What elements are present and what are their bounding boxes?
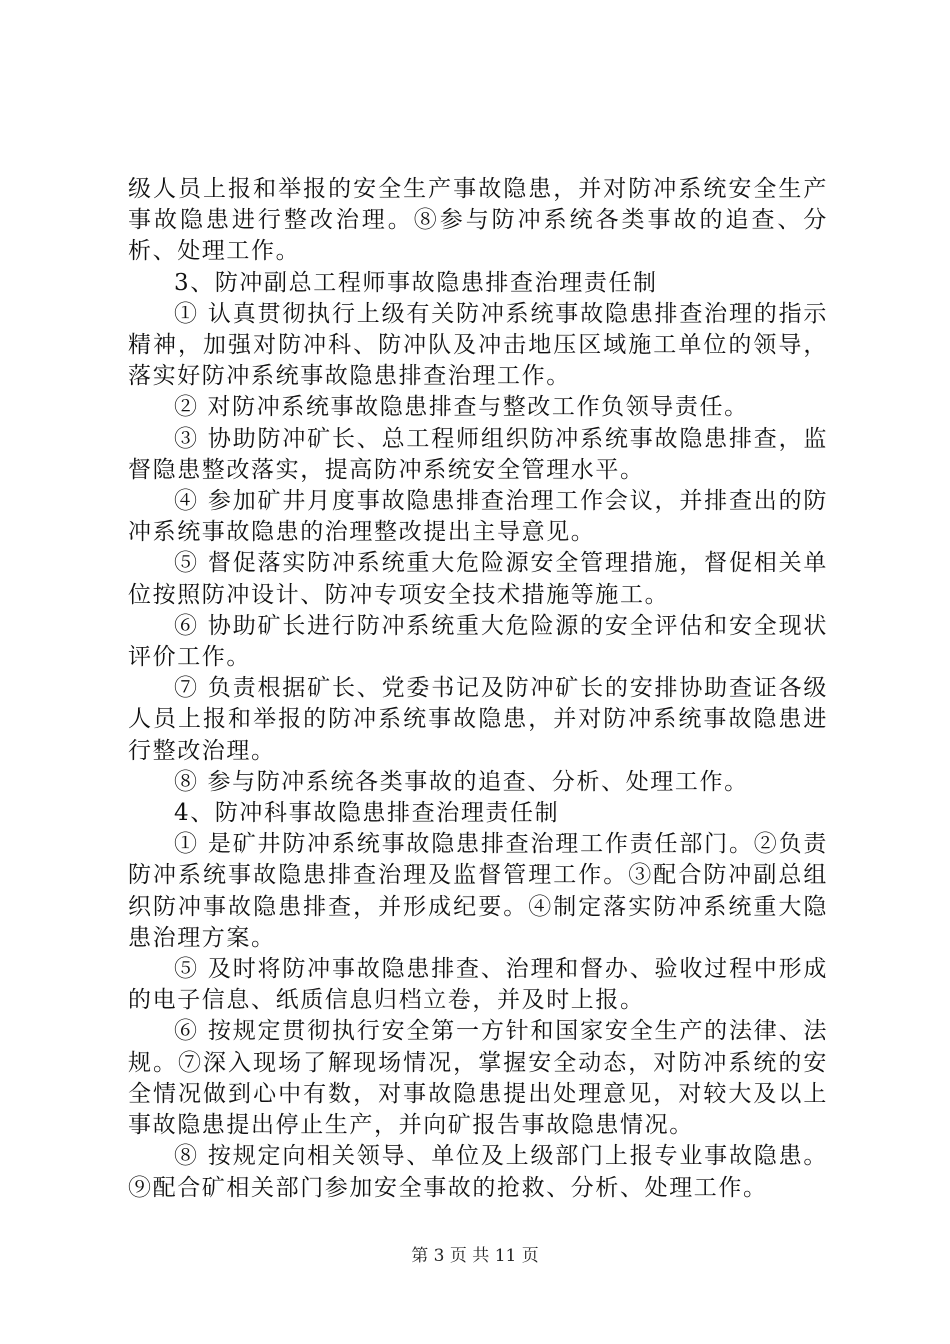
paragraph: 3、防冲副总工程师事故隐患排查治理责任制 — [174, 269, 658, 296]
paragraph: ⑤ 督促落实防冲系统重大危险源安全管理措施，督促相关单位按照防冲设计、防冲专项安全技术措施等施工。 — [128, 550, 828, 608]
page-footer: 第 3 页 共 11 页 — [411, 1246, 539, 1266]
paragraph: ⑥ 按规定贯彻执行安全第一方针和国家安全生产的法律、法规。⑦深入现场了解现场情况，掌握安全动态，对防冲系统的安全情况做到心中有数，对事故隐患提出处理意见，对较大及以上事故隐患提出停止生产，并向矿报告事故隐患情况。 — [128, 1018, 828, 1139]
paragraph: ④ 参加矿井月度事故隐患排查治理工作会议，并排查出的防冲系统事故隐患的治理整改提出主导意见。 — [128, 488, 828, 546]
paragraph: ② 对防冲系统事故隐患排查与整改工作负领导责任。 — [174, 394, 749, 421]
paragraph: ③ 协助防冲矿长、总工程师组织防冲系统事故隐患排查，监督隐患整改落实，提高防冲系统安全管理水平。 — [128, 425, 828, 483]
paragraph: ⑧ 按规定向相关领导、单位及上级部门上报专业事故隐患。⑨配合矿相关部门参加安全事故的抢救、分析、处理工作。 — [128, 1143, 828, 1201]
paragraph: 4、防冲科事故隐患排查治理责任制 — [174, 800, 560, 827]
paragraph: ① 认真贯彻执行上级有关防冲系统事故隐患排查治理的指示精神，加强对防冲科、防冲队及冲击地压区域施工单位的领导，落实好防冲系统事故隐患排查治理工作。 — [128, 300, 828, 390]
document-body — [128, 174, 828, 1204]
paragraph: ⑦ 负责根据矿长、党委书记及防冲矿长的安排协助查证各级人员上报和举报的防冲系统事故隐患，并对防冲系统事故隐患进行整改治理。 — [128, 675, 828, 764]
paragraph: ⑥ 协助矿长进行防冲系统重大危险源的安全评估和安全现状评价工作。 — [128, 612, 828, 671]
paragraph: 级人员上报和举报的安全生产事故隐患，并对防冲系统安全生产事故隐患进行整改治理。⑧参与防冲系统各类事故的追查、分析、处理工作。 — [128, 176, 828, 265]
paragraph: ① 是矿井防冲系统事故隐患排查治理工作责任部门。②负责防冲系统事故隐患排查治理及监督管理工作。③配合防冲副总组织防冲事故隐患排查，并形成纪要。④制定落实防冲系统重大隐患治理方案。 — [128, 831, 828, 951]
paragraph: ⑤ 及时将防冲事故隐患排查、治理和督办、验收过程中形成的电子信息、纸质信息归档立卷，并及时上报。 — [128, 956, 828, 1014]
paragraph: ⑧ 参与防冲系统各类事故的追查、分析、处理工作。 — [174, 768, 749, 795]
